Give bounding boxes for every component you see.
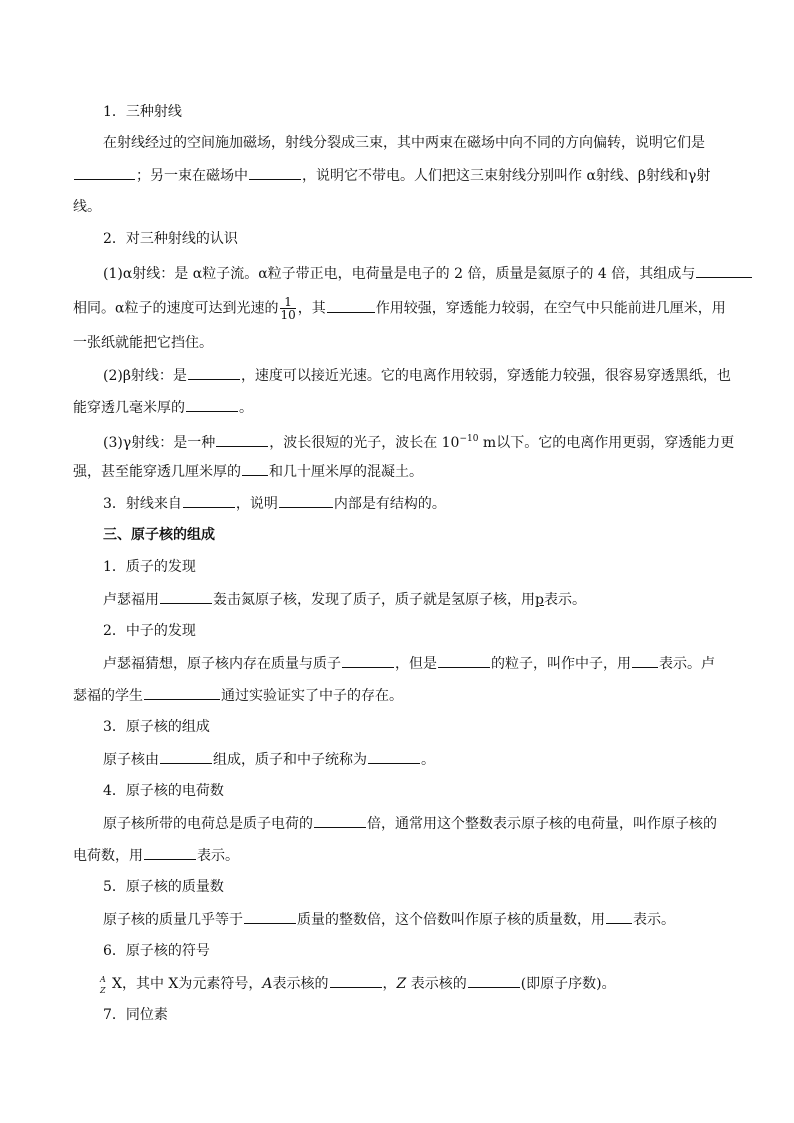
heading-mass-number: 5．原子核的质量数 xyxy=(103,879,224,895)
fill-blank[interactable] xyxy=(279,494,333,508)
heading-composition: 3．原子核的组成 xyxy=(103,719,210,735)
fill-blank[interactable] xyxy=(438,654,490,668)
fill-blank[interactable] xyxy=(144,686,220,700)
beta-line: (2)β射线：是 ，速度可以接近光速。它的电离作用较弱，穿透能力较强，很容易穿透黑纸，也 xyxy=(103,368,731,384)
fill-blank[interactable] xyxy=(468,974,520,988)
fraction-one-tenth: $\frac{1}{10}$ xyxy=(280,295,296,322)
fill-blank[interactable] xyxy=(314,814,366,828)
alpha-line: 一张纸就能把它挡住。 xyxy=(73,335,213,351)
heading-proton: 1．质子的发现 xyxy=(103,559,196,575)
fill-blank[interactable] xyxy=(216,433,268,447)
fill-blank[interactable] xyxy=(244,910,296,924)
heading-three-rays: 1．三种射线 xyxy=(103,104,182,120)
heading-nucleus-symbol: 6．原子核的符号 xyxy=(103,943,210,959)
alpha-line: 相同。α粒子的速度可达到光速的 $\frac{1}{10}$ ，其 作用较强，穿透能力较弱，在空气中只能前进几厘米，用 xyxy=(73,295,726,322)
paragraph-line: ；另一束在磁场中 ，说明它不带电。人们把这三束射线分别叫作 α射线、β射线和γ射 xyxy=(73,166,710,185)
fill-blank[interactable] xyxy=(696,264,752,278)
heading-charge-number: 4．原子核的电荷数 xyxy=(103,783,224,799)
fill-blank[interactable] xyxy=(342,654,394,668)
paragraph-line: 在射线经过的空间施加磁场，射线分裂成三束，其中两束在磁场中向不同的方向偏转，说明它们是 xyxy=(103,135,705,151)
fill-blank[interactable] xyxy=(74,166,135,180)
fill-blank[interactable] xyxy=(249,166,301,180)
fill-blank[interactable] xyxy=(144,846,196,860)
alpha-line: (1)α射线：是 α粒子流。α粒子带正电，电荷量是电子的 2 倍，质量是氦原子的 4 倍，其组成与 xyxy=(103,264,753,283)
nuclide-notation: A Z xyxy=(100,975,106,995)
beta-line: 能穿透几毫米厚的 。 xyxy=(73,400,253,416)
fill-blank[interactable] xyxy=(160,590,212,604)
charge-line: 原子核所带的电荷总是质子电荷的 倍，通常用这个整数表示原子核的电荷量，叫作原子核的 xyxy=(103,816,717,832)
section-title-nucleus: 三、原子核的组成 xyxy=(103,527,215,543)
gamma-line: (3)γ射线：是一种 ，波长很短的光子，波长在 $10^{-10}$ m以下。它的电离作用更弱，穿透能力更 xyxy=(103,434,735,451)
fill-blank[interactable] xyxy=(188,366,240,380)
proton-line: 卢瑟福用 轰击氮原子核，发现了质子，质子就是氢原子核，用p表示。 xyxy=(103,592,586,608)
heading-ray-knowledge: 2．对三种射线的认识 xyxy=(103,231,238,247)
neutron-line: 瑟福的学生 通过实验证实了中子的存在。 xyxy=(73,688,403,704)
fill-blank[interactable] xyxy=(160,750,212,764)
fill-blank[interactable] xyxy=(327,299,375,313)
fill-blank[interactable] xyxy=(186,398,238,412)
paragraph-line: 线。 xyxy=(73,199,101,215)
fill-blank[interactable] xyxy=(632,654,658,668)
composition-line: 原子核由 组成，质子和中子统称为 。 xyxy=(103,752,435,768)
fill-blank[interactable] xyxy=(242,462,268,476)
symbol-line: A Z X，其中 X为元素符号，A表示核的 ，Z 表示核的 (即原子序数)。 xyxy=(100,975,616,995)
fill-blank[interactable] xyxy=(606,910,632,924)
fill-blank[interactable] xyxy=(368,750,420,764)
fill-blank[interactable] xyxy=(183,494,235,508)
rays-origin-line: 3．射线来自 ，说明 内部是有结构的。 xyxy=(103,496,446,512)
fill-blank[interactable] xyxy=(330,974,382,988)
mass-line: 原子核的质量几乎等于 质量的整数倍，这个倍数叫作原子核的质量数，用 表示。 xyxy=(103,912,675,928)
heading-neutron: 2．中子的发现 xyxy=(103,623,196,639)
charge-line: 电荷数，用 表示。 xyxy=(73,848,239,864)
neutron-line: 卢瑟福猜想，原子核内存在质量与质子 ，但是 的粒子，叫作中子，用 表示。卢 xyxy=(103,656,715,672)
gamma-line: 强，甚至能穿透几厘米厚的 和几十厘米厚的混凝土。 xyxy=(73,464,423,480)
heading-isotope: 7．同位素 xyxy=(103,1007,168,1023)
